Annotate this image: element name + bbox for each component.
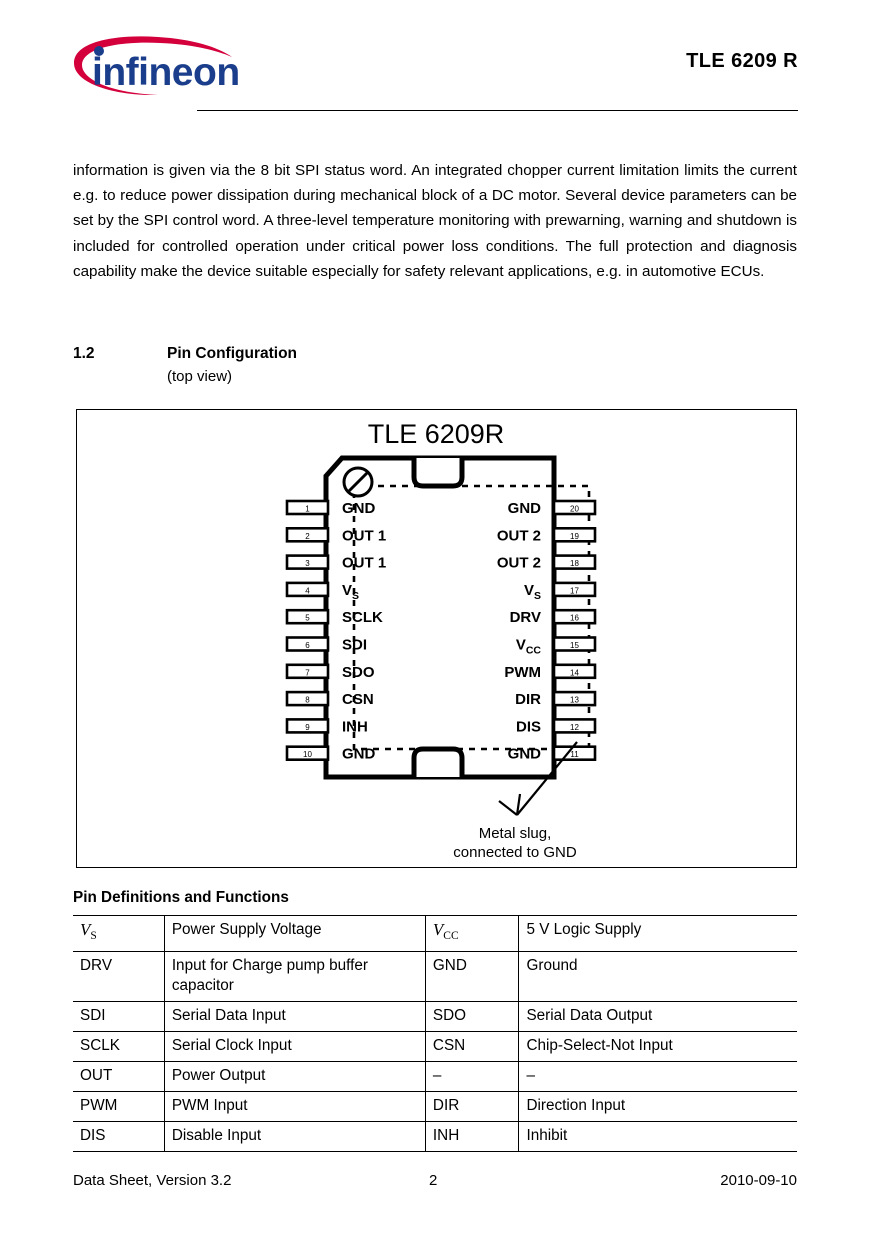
pin-number: 9 [305,722,310,732]
table-row [73,1062,797,1092]
pin-number: 10 [303,750,312,760]
section-title: Pin Configuration [167,345,298,362]
pin-number: 1 [305,504,310,514]
pin-function-left: Input for Charge pump buffer capacitor [164,952,425,1002]
pin-name-left: OUT [73,1062,164,1092]
pin-name-right: – [425,1062,519,1092]
table-row [73,1122,797,1152]
callout-label-line1: Metal slug, [478,825,552,842]
pin-diagram-svg [77,410,795,866]
footer-date: 2010-09-10 [720,1172,797,1189]
document-title: TLE 6209 R [686,50,798,72]
pin-label: OUT 1 [342,527,387,545]
pin-definitions-table [73,915,797,1152]
table-row [73,916,797,952]
pin-label: PWM [504,663,541,681]
pin-label: SDI [342,636,368,654]
pin-function-right: Inhibit [519,1122,797,1152]
pin-number: 5 [305,613,310,623]
pin-label: GND [507,500,541,517]
pin-number: 17 [570,586,579,596]
pin-function-left: Serial Clock Input [164,1032,425,1062]
pin-number: 3 [305,559,310,569]
pin-function-left: Power Supply Voltage [164,916,425,952]
pin-label: $V_S$ [342,581,360,602]
pin-function-right: Serial Data Output [519,1002,797,1032]
pin-label: SDO [342,663,375,681]
pin-label: DRV [509,609,541,627]
callout-arrowhead [499,794,520,815]
pin-number: 16 [570,613,579,623]
pin-name-right: GND [425,952,519,1002]
pin-function-right: Ground [519,952,797,1002]
section-number: 1.2 [73,345,95,362]
infineon-logo-svg [66,33,241,103]
pin-name-left: SDI [73,1002,164,1032]
diagram-part-label: TLE 6209R [367,419,505,449]
logo-wordmark: infineon [92,51,240,94]
pin-number: 6 [305,641,310,650]
pin-configuration-diagram [76,409,797,868]
pin-name-left: DRV [73,952,164,1002]
pin-number: 4 [305,586,310,596]
table-row [73,952,797,1002]
page-header [0,0,875,120]
pin-function-right: Chip-Select-Not Input [519,1032,797,1062]
footer-page-number: 2 [429,1172,438,1189]
pin-function-right: Direction Input [519,1092,797,1122]
footer-version: Data Sheet, Version 3.2 [73,1172,232,1189]
pin-label: GND [342,500,376,517]
pin-label: OUT 2 [496,554,541,572]
pin-number: 8 [305,695,310,705]
intro-paragraph: information is given via the 8 bit SPI status word. An integrated chopper current limitation limits the current e.g. to reduce power dissipation during mechanical block of a DC motor. Several device parameters can be set by the SPI control word. A three-level temperature monitoring with prewarning, warning and shutdown is included for controlled operation under critical power loss conditions. The full protection and diagnosis capability make the device suitable especially for safety relevant applications, e.g. in automotive ECUs. [73,162,797,280]
table-row [73,1032,797,1062]
pin-number: 13 [570,695,579,705]
table-row [73,1002,797,1032]
pin-name-right: DIR [425,1092,519,1122]
pin-number: 18 [570,559,579,569]
callout-label-line2: connected to GND [453,844,577,861]
pin-function-left: Power Output [164,1062,425,1092]
pin-function-left: Serial Data Input [164,1002,425,1032]
pin-number: 7 [305,668,310,678]
pin-function-left: PWM Input [164,1092,425,1122]
pin-label: DIS [515,718,541,736]
header-divider [197,110,798,111]
pin-name-left: $V_S$ [73,916,164,952]
pin-table-caption: Pin Definitions and Functions [73,889,289,906]
pin-label: DIR [515,691,541,709]
pin-label: GND [507,745,541,763]
pin-name-left: DIS [73,1122,164,1152]
pin-name-left: PWM [73,1092,164,1122]
pin-name-right: SDO [425,1002,519,1032]
pin-label: $V_{CC}$ [515,636,541,657]
pin-number: 11 [570,750,579,760]
pin-number: 12 [570,722,579,732]
pin-number: 20 [570,504,579,514]
section-subtitle: (top view) [167,368,233,385]
pin-number: 19 [570,531,579,541]
bottom-tab-notch [414,749,462,777]
pin-name-right: CSN [425,1032,519,1062]
pin-number: 2 [305,531,310,541]
pin-name-left: SCLK [73,1032,164,1062]
pin-name-right: INH [425,1122,519,1152]
table-row [73,1092,797,1122]
pin-number: 14 [570,668,579,678]
pin-number: 15 [570,641,579,650]
pin-function-right: 5 V Logic Supply [519,916,797,952]
pin-label: SCLK [342,609,383,627]
top-tab-notch [414,458,462,486]
pin-name-right: $V_{CC}$ [425,916,519,952]
pin-function-right: – [519,1062,797,1092]
pin-label: INH [342,718,368,736]
pin-label: $V_S$ [523,581,541,602]
pin-label: OUT 1 [342,554,387,572]
pin-label: CSN [342,691,374,709]
infineon-logo [66,33,241,103]
pin-label: OUT 2 [496,527,541,545]
pin-label: GND [342,745,376,763]
pin-function-left: Disable Input [164,1122,425,1152]
